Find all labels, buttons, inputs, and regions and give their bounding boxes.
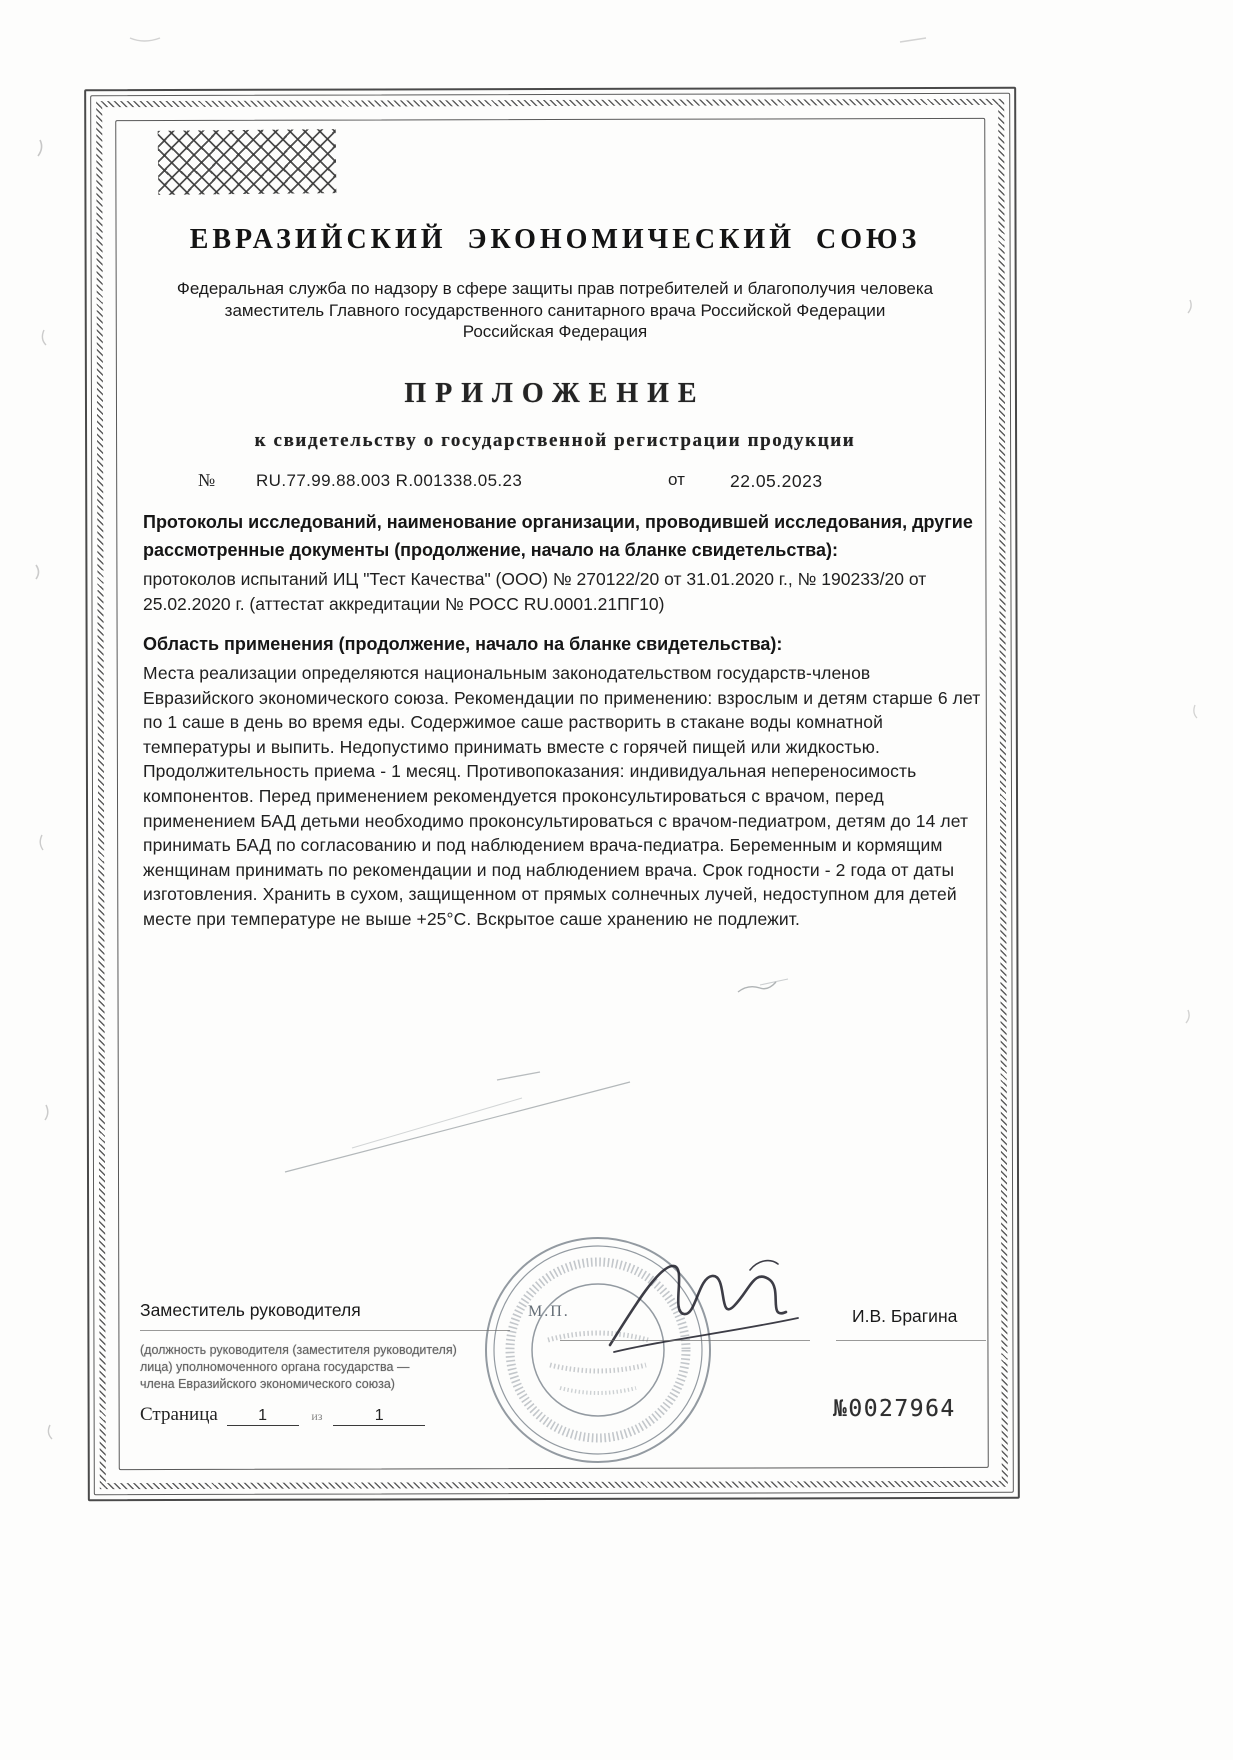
number-label: № bbox=[198, 470, 216, 490]
agency-line-3: Российская Федерация bbox=[462, 322, 648, 341]
stamp-place-label: М.П. bbox=[528, 1303, 570, 1320]
page-label: Страница bbox=[140, 1404, 218, 1425]
document-subtitle: к свидетельству о государственной регистрации продукции bbox=[254, 430, 856, 451]
protocols-text: протоколов испытаний ИЦ "Тест Качества" (ООО) № 270122/20 от 31.01.2020 г., № 190233/20 от 25.02.2020 г. (аттестат аккредитации № РОСС RU.0001.21ПГ10) bbox=[143, 569, 927, 614]
signatory-name: И.В. Брагина bbox=[852, 1306, 958, 1326]
page-of-label: из bbox=[311, 1409, 323, 1423]
signatory-role: Заместитель руководителя bbox=[140, 1300, 361, 1320]
agency-line-2: заместитель Главного государственного санитарного врача Российской Федерации bbox=[224, 300, 886, 320]
page-number-blank: 1 bbox=[227, 1407, 299, 1426]
agency-line-1: Федеральная служба по надзору в сфере защиты прав потребителей и благополучия человека bbox=[176, 279, 934, 298]
form-serial-number: №0027964 bbox=[833, 1396, 956, 1422]
note-line-3: члена Евразийского экономического союза) bbox=[140, 1377, 395, 1391]
document-title: ПРИЛОЖЕНИЕ bbox=[404, 378, 706, 409]
note-line-2: лица) уполномоченного органа государства — bbox=[140, 1360, 410, 1374]
crosshatch-ornament bbox=[158, 129, 337, 195]
role-underline bbox=[140, 1330, 510, 1331]
scope-heading: Область применения (продолжение, начало на бланке свидетельства): bbox=[143, 634, 783, 654]
date-label: от bbox=[668, 470, 685, 489]
note-line-1: (должность руководителя (заместителя руководителя) bbox=[140, 1343, 457, 1357]
signatory-role-note bbox=[140, 1342, 560, 1393]
scope-text: Места реализации определяются национальным законодательством государств-членов Евразийского экономического союза. Рекомендации по применению: взрослым и детям старше 6 лет по 1 саше в день во время еды. Содержимое саше растворить в стакане воды комнатной температуры и выпить. Недопустимо принимать вместе с горячей пищей или жидкостью. Продолжительность приема - 1 месяц. Противопоказания: индивидуальная непереносимость компонентов. Перед применением рекомендуется проконсультироваться с врачом, перед применением БАД детьми необходимо проконсультироваться с врачом-педиатром, детям до 14 лет принимать БАД по согласованию и под наблюдением врача-педиатра. Беременным и кормящим женщинам принимать по рекомендации и под наблюдением врача. Срок годности - 2 года от даты изготовления. Хранить в сухом, защищенном от прямых солнечных лучей, недоступном для детей месте при температуре не выше +25°С. Вскрытое саше хранению не подлежит. bbox=[143, 663, 981, 929]
page-counter bbox=[140, 1404, 425, 1426]
signature-underline bbox=[560, 1340, 810, 1341]
name-underline bbox=[836, 1340, 986, 1341]
union-header: ЕВРАЗИЙСКИЙ ЭКОНОМИЧЕСКИЙ СОЮЗ bbox=[189, 224, 921, 255]
registration-date: 22.05.2023 bbox=[730, 471, 823, 491]
page-total-blank: 1 bbox=[333, 1407, 425, 1426]
registration-number: RU.77.99.88.003 R.001338.05.23 bbox=[256, 471, 523, 490]
protocols-heading: Протоколы исследований, наименование организации, проводившей исследования, другие рассмотренные документы (продолжение, начало на бланке свидетельства): bbox=[143, 512, 973, 560]
agency-lines bbox=[140, 278, 970, 343]
